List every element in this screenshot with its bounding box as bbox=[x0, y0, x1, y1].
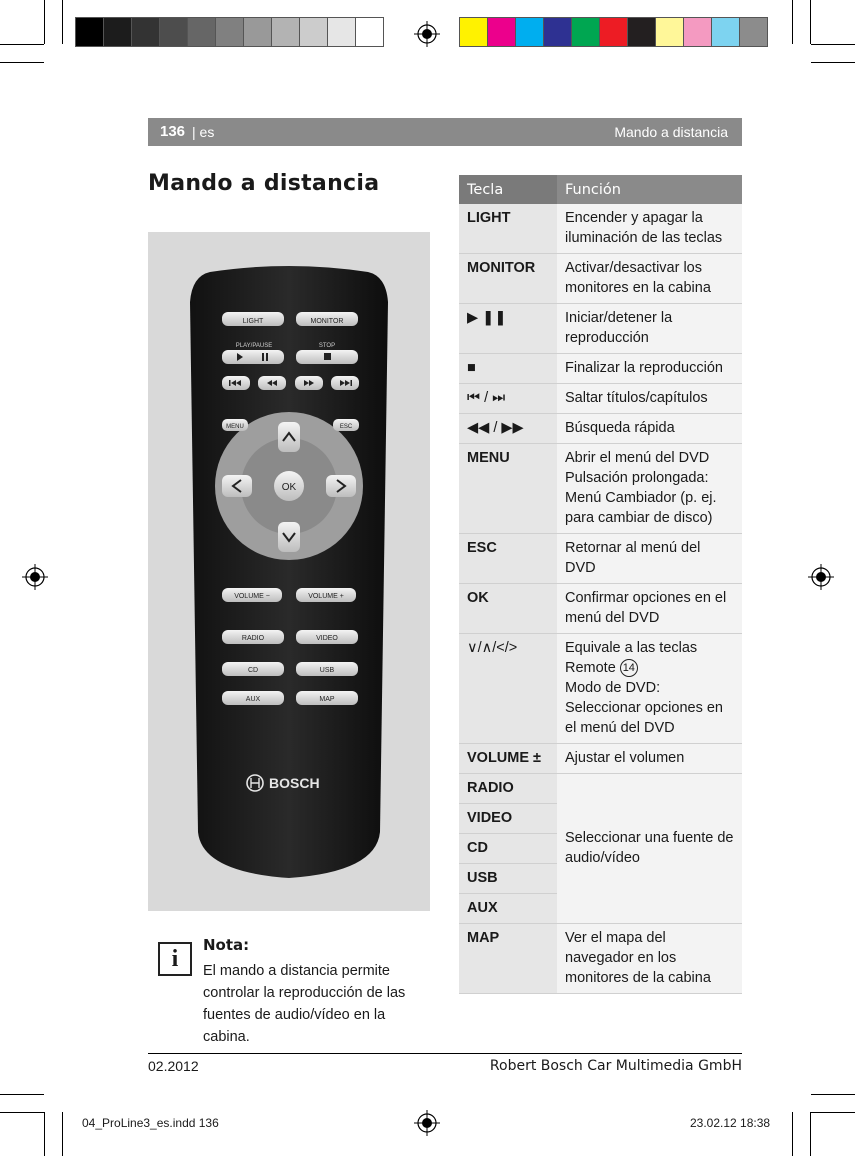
table-cell-key: ⏮ / ⏭ bbox=[459, 384, 557, 414]
down-button bbox=[278, 522, 300, 552]
table-row bbox=[459, 254, 742, 304]
light-button-label: LIGHT bbox=[242, 318, 264, 325]
table-row bbox=[459, 584, 742, 634]
usb-button-label: USB bbox=[319, 667, 335, 674]
remote-control-photo bbox=[148, 232, 430, 911]
table-cell-key: ESC bbox=[459, 534, 557, 584]
page-number: 136 bbox=[160, 123, 186, 140]
color-swatch bbox=[215, 17, 244, 47]
registration-mark-icon bbox=[414, 21, 440, 47]
reference-number-badge: 14 bbox=[620, 659, 638, 677]
slug-file-info: 04_ProLine3_es.indd 136 bbox=[82, 1116, 219, 1130]
table-cell-key: LIGHT bbox=[459, 204, 557, 254]
table-cell-key: AUX bbox=[459, 894, 557, 924]
monitor-button-label: MONITOR bbox=[310, 318, 344, 325]
registration-mark-icon bbox=[808, 564, 834, 590]
page-title: Mando a distancia bbox=[148, 171, 380, 196]
stop-label: STOP bbox=[318, 343, 336, 349]
note-title: Nota: bbox=[203, 936, 250, 954]
table-cell-function: Ver el mapa del navegador en los monitores de la cabina bbox=[557, 924, 742, 994]
play-pause-button bbox=[222, 350, 284, 364]
table-cell-key: MENU bbox=[459, 444, 557, 534]
left-button bbox=[222, 475, 252, 497]
table-cell-key: OK bbox=[459, 584, 557, 634]
remote-control-illustration bbox=[148, 232, 430, 911]
color-swatch bbox=[543, 17, 572, 47]
table-header-function: Función bbox=[557, 175, 742, 204]
color-swatch bbox=[103, 17, 132, 47]
color-swatch-bar bbox=[459, 17, 767, 47]
table-cell-function: Búsqueda rápida bbox=[557, 414, 742, 444]
table-cell-key: CD bbox=[459, 834, 557, 864]
note-text: El mando a distancia permite controlar la reproducción de las fuentes de audio/vídeo en la cabina. bbox=[203, 963, 406, 1045]
table-cell-function: Encender y apagar la iluminación de las teclas bbox=[557, 204, 742, 254]
table-row bbox=[459, 444, 742, 534]
key-function-table bbox=[459, 175, 742, 994]
color-swatch bbox=[655, 17, 684, 47]
table-cell-function: Saltar títulos/capítulos bbox=[557, 384, 742, 414]
color-swatch bbox=[75, 17, 104, 47]
table-row bbox=[459, 534, 742, 584]
color-swatch bbox=[739, 17, 768, 47]
table-cell-key: RADIO bbox=[459, 774, 557, 804]
esc-button-label: ESC bbox=[339, 424, 353, 430]
table-cell-key: ◀◀ / ▶▶ bbox=[459, 414, 557, 444]
volume-plus-label: VOLUME + bbox=[308, 593, 344, 600]
menu-button-label: MENU bbox=[226, 424, 244, 430]
color-swatch bbox=[571, 17, 600, 47]
language-code: | es bbox=[192, 124, 215, 140]
color-swatch bbox=[355, 17, 384, 47]
color-swatch bbox=[271, 17, 300, 47]
running-header bbox=[148, 118, 742, 146]
color-swatch bbox=[159, 17, 188, 47]
table-cell-function: Confirmar opciones en el menú del DVD bbox=[557, 584, 742, 634]
color-swatch bbox=[515, 17, 544, 47]
table-cell-key: ■ bbox=[459, 354, 557, 384]
table-cell-key: MONITOR bbox=[459, 254, 557, 304]
color-swatch bbox=[711, 17, 740, 47]
table-cell-key: VOLUME ± bbox=[459, 744, 557, 774]
table-cell-function bbox=[557, 634, 742, 744]
table-cell-key: MAP bbox=[459, 924, 557, 994]
table-cell-key: USB bbox=[459, 864, 557, 894]
registration-mark-icon bbox=[414, 1110, 440, 1136]
right-button bbox=[326, 475, 356, 497]
table-row bbox=[459, 204, 742, 254]
cd-button-label: CD bbox=[247, 667, 259, 674]
color-swatch bbox=[599, 17, 628, 47]
footer-company: Robert Bosch Car Multimedia GmbH bbox=[489, 1058, 742, 1074]
table-header-key: Tecla bbox=[459, 175, 557, 204]
function-line: Abrir el menú del DVD bbox=[565, 450, 710, 466]
volume-minus-label: VOLUME − bbox=[234, 593, 270, 600]
table-cell-function: Iniciar/detener la reproducción bbox=[557, 304, 742, 354]
color-swatch bbox=[327, 17, 356, 47]
table-cell-function: Ajustar el volumen bbox=[557, 744, 742, 774]
info-icon-glyph: i bbox=[171, 946, 179, 972]
color-swatch bbox=[187, 17, 216, 47]
bosch-logo-wordmark: BOSCH bbox=[269, 775, 320, 791]
table-row bbox=[459, 384, 742, 414]
table-row bbox=[459, 924, 742, 994]
ok-button-label: OK bbox=[281, 482, 297, 493]
table-cell-key: ∨/∧/</> bbox=[459, 634, 557, 744]
table-cell-function bbox=[557, 444, 742, 534]
slug-timestamp: 23.02.12 18:38 bbox=[690, 1116, 771, 1130]
table-row bbox=[459, 634, 742, 744]
section-title: Mando a distancia bbox=[614, 124, 728, 140]
color-swatch bbox=[459, 17, 488, 47]
footer-divider bbox=[148, 1053, 742, 1054]
function-line: Equivale a las teclas Remote 14 bbox=[565, 640, 698, 676]
table-cell-function: Retornar al menú del DVD bbox=[557, 534, 742, 584]
registration-mark-icon bbox=[22, 564, 48, 590]
table-row bbox=[459, 354, 742, 384]
color-swatch bbox=[487, 17, 516, 47]
grayscale-swatch-bar bbox=[75, 17, 383, 47]
table-cell-key: VIDEO bbox=[459, 804, 557, 834]
aux-button-label: AUX bbox=[245, 696, 261, 703]
table-row bbox=[459, 774, 742, 804]
color-swatch bbox=[627, 17, 656, 47]
table-cell-function: Seleccionar una fuente de audio/vídeo bbox=[557, 774, 742, 924]
table-row bbox=[459, 414, 742, 444]
info-icon bbox=[158, 942, 192, 976]
table-row bbox=[459, 304, 742, 354]
color-swatch bbox=[683, 17, 712, 47]
video-button-label: VIDEO bbox=[316, 635, 338, 642]
color-swatch bbox=[131, 17, 160, 47]
color-swatch bbox=[299, 17, 328, 47]
radio-button-label: RADIO bbox=[241, 635, 265, 642]
function-line: Modo de DVD: Seleccionar opciones en el menú del DVD bbox=[565, 680, 723, 736]
footer-date: 02.2012 bbox=[148, 1058, 199, 1074]
up-button bbox=[278, 422, 300, 452]
function-line: Pulsación prolongada: Menú Cambiador (p. ej. para cambiar de disco) bbox=[565, 470, 717, 526]
table-cell-function: Finalizar la reproducción bbox=[557, 354, 742, 384]
table-cell-key: ▶ ❚❚ bbox=[459, 304, 557, 354]
play-pause-label: PLAY/PAUSE bbox=[235, 343, 273, 349]
table-row bbox=[459, 744, 742, 774]
map-button-label: MAP bbox=[319, 696, 335, 703]
table-cell-function: Activar/desactivar los monitores en la cabina bbox=[557, 254, 742, 304]
color-swatch bbox=[243, 17, 272, 47]
